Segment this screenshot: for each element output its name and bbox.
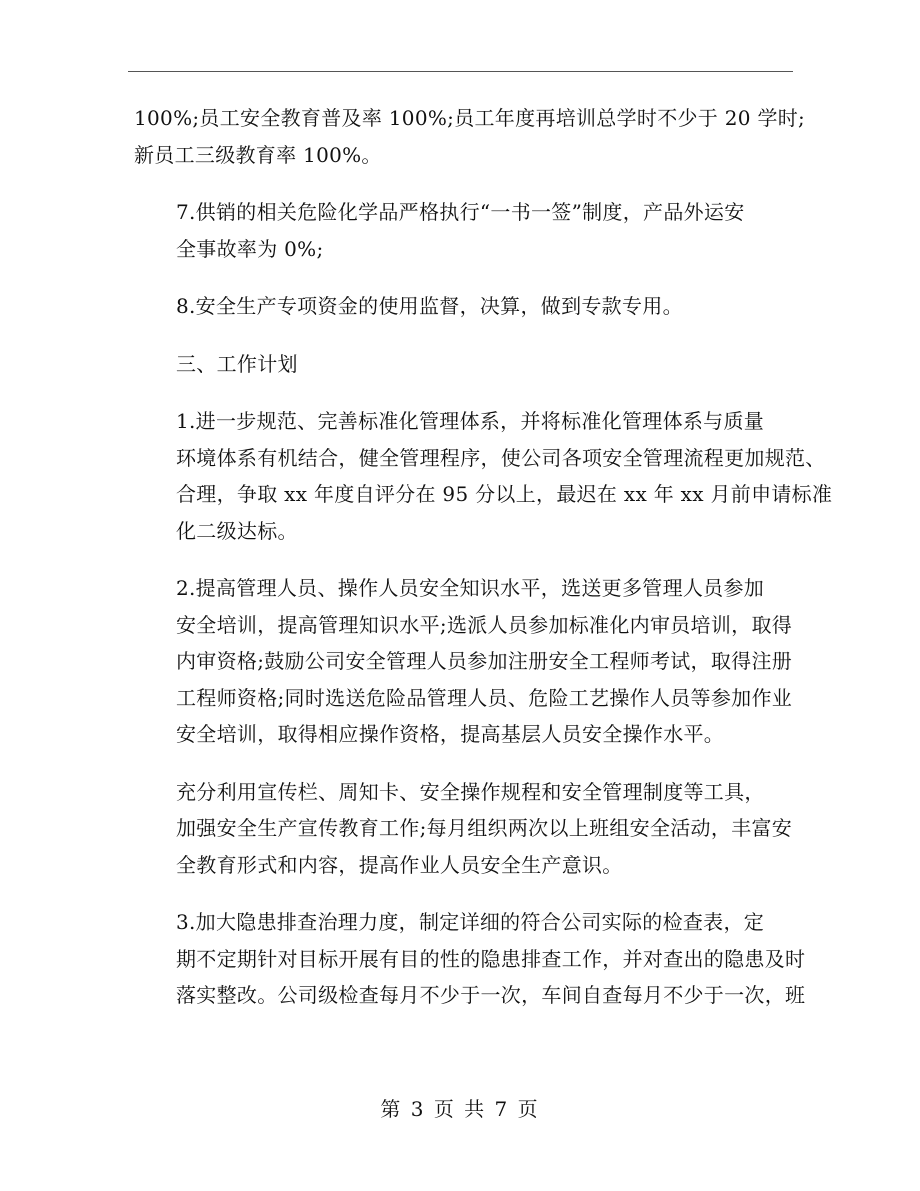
- text-line: 8.安全生产专项资金的使用监督，决算，做到专款专用。: [176, 294, 683, 318]
- text-line: 环境体系有机结合，健全管理程序，使公司各项安全管理流程更加规范、: [176, 445, 826, 470]
- text-line: 化二级达标。: [176, 518, 298, 543]
- text-line: 安全培训，提高管理知识水平;选派人员参加标准化内审员培训，取得: [176, 612, 793, 637]
- text-line: 充分利用宣传栏、周知卡、安全操作规程和安全管理制度等工具，: [176, 779, 765, 804]
- text-line: 2.提高管理人员、操作人员安全知识水平，选送更多管理人员参加: [176, 576, 765, 600]
- text-line: 三、工作计划: [176, 351, 298, 376]
- text-line: 7.供销的相关危险化学品严格执行“一书一签”制度，产品外运安: [176, 200, 745, 224]
- paragraph: [134, 570, 794, 753]
- document-body: [134, 100, 833, 1035]
- paragraph: [134, 194, 794, 267]
- text-line: 加强安全生产宣传教育工作;每月组织两次以上班组安全活动，丰富安: [176, 816, 793, 840]
- paragraph: [134, 346, 794, 383]
- text-line: 合理，争取 xx 年度自评分在 95 分以上，最迟在 xx 年 xx 月前申请标准: [176, 482, 833, 506]
- text-line: 100%;员工安全教育普及率 100%;员工年度再培训总学时不少于 20 学时;: [134, 106, 806, 130]
- text-line: 落实整改。公司级检查每月不少于一次，车间自查每月不少于一次，班: [176, 983, 806, 1007]
- paragraph: [134, 774, 794, 884]
- text-line: 期不定期针对目标开展有目的性的隐患排查工作，并对查出的隐患及时: [176, 946, 806, 971]
- text-line: 全教育形式和内容，提高作业人员安全生产意识。: [176, 852, 623, 877]
- text-line: 新员工三级教育率 100%。: [134, 142, 382, 167]
- text-line: 1.进一步规范、完善标准化管理体系，并将标准化管理体系与质量: [176, 409, 765, 433]
- paragraph: [134, 904, 806, 1014]
- paragraph: [134, 288, 794, 325]
- text-line: 安全培训，取得相应操作资格，提高基层人员安全操作水平。: [176, 722, 725, 746]
- text-line: 3.加大隐患排查治理力度，制定详细的符合公司实际的检查表，定: [176, 910, 765, 934]
- paragraph: [134, 100, 806, 173]
- text-line: 工程师资格;同时选送危险品管理人员、危险工艺操作人员等参加作业: [176, 685, 793, 710]
- page-number-footer: 第 3 页 共 7 页: [380, 1097, 540, 1121]
- text-line: 内审资格;鼓励公司安全管理人员参加注册安全工程师考试，取得注册: [176, 649, 793, 673]
- paragraph: [134, 403, 833, 549]
- text-line: 全事故率为 0%;: [176, 236, 324, 261]
- header-rule: [128, 71, 793, 72]
